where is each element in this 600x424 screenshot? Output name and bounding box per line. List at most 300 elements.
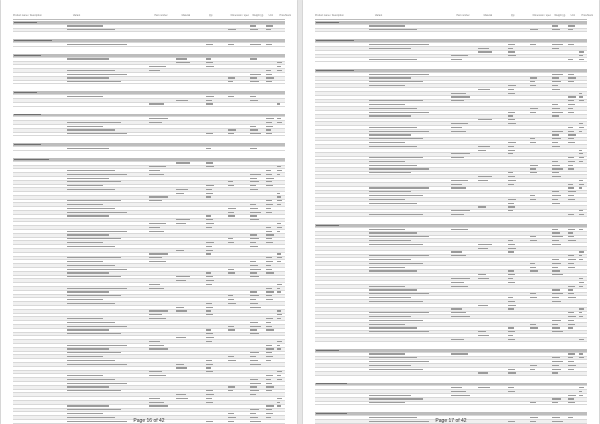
table-cell	[552, 77, 560, 78]
table-cell	[277, 196, 281, 197]
table-cell	[67, 200, 121, 201]
table-cell	[508, 150, 515, 151]
table-cell	[176, 189, 188, 190]
table-cell	[568, 161, 575, 162]
table-cell	[14, 22, 37, 23]
table-cell	[508, 387, 514, 388]
table-cell	[250, 58, 258, 59]
table-cell	[250, 185, 257, 186]
table-cell	[67, 126, 103, 127]
table-cell	[228, 212, 234, 213]
table-cell	[508, 210, 513, 211]
table-cell	[67, 322, 115, 323]
page-number: Page 16 of 42	[133, 418, 165, 424]
table-cell	[277, 253, 281, 254]
table-cell	[508, 184, 514, 185]
table-cell	[206, 242, 214, 243]
section-spacer	[13, 47, 285, 54]
table-cell	[552, 331, 563, 332]
table-cell	[568, 361, 575, 362]
table-cell	[508, 199, 516, 200]
table-cell	[568, 96, 576, 97]
table-cell	[568, 263, 574, 264]
table-cell	[369, 146, 417, 147]
table-cell	[67, 295, 121, 296]
table-cell	[508, 327, 514, 328]
table-cell	[568, 187, 575, 188]
table-cell	[530, 270, 538, 271]
table-cell	[149, 348, 168, 349]
table-cell	[266, 348, 274, 349]
table-cell	[67, 261, 103, 262]
table-cell	[508, 119, 515, 120]
table-cell	[67, 70, 115, 71]
column-header: Price	[279, 14, 285, 17]
table-cell	[552, 44, 563, 45]
table-cell	[228, 269, 234, 270]
table-cell	[478, 278, 489, 279]
table-cell	[579, 395, 583, 396]
table-cell	[266, 77, 274, 78]
table-cell	[277, 371, 282, 372]
table-cell	[530, 29, 538, 30]
table-cell	[530, 81, 535, 82]
section-spacer	[13, 84, 285, 91]
table-cell	[530, 267, 537, 268]
table-cell	[579, 316, 583, 317]
table-cell	[530, 85, 537, 86]
table-cell	[228, 360, 236, 361]
table-cell	[369, 398, 423, 399]
column-header: Product name / Description	[315, 14, 344, 17]
table-cell	[552, 172, 560, 173]
table-cell	[568, 369, 574, 370]
table-cell	[579, 161, 583, 162]
table-cell	[552, 369, 562, 370]
table-cell	[508, 112, 515, 113]
table-cell	[149, 402, 164, 403]
table-cell	[369, 25, 405, 26]
table-cell	[206, 215, 211, 216]
table-cell	[266, 375, 273, 376]
table-cell	[579, 157, 584, 158]
table-cell	[552, 365, 560, 366]
page-number: Page 17 of 42	[435, 418, 467, 424]
table-cell	[552, 229, 559, 230]
table-cell	[530, 199, 537, 200]
table-cell	[266, 272, 274, 273]
table-cell	[277, 402, 280, 403]
table-cell	[206, 148, 211, 149]
table-cell	[568, 229, 575, 230]
table-cell	[206, 307, 213, 308]
section-spacer	[13, 32, 285, 39]
table-cell	[369, 59, 417, 60]
table-cell	[67, 303, 115, 304]
table-cell	[266, 295, 272, 296]
table-cell	[316, 350, 339, 351]
table-cell	[568, 289, 573, 290]
table-cell	[530, 402, 537, 403]
table-cell	[369, 214, 423, 215]
table-cell	[369, 81, 423, 82]
table-cell	[508, 369, 515, 370]
table-cell	[277, 70, 282, 71]
table-cell	[478, 146, 490, 147]
table-cell	[369, 263, 423, 264]
table-cell	[206, 367, 211, 368]
table-cell	[508, 176, 515, 177]
table-cell	[369, 108, 417, 109]
table-cell	[176, 250, 184, 251]
table-cell	[552, 161, 559, 162]
table-cell	[579, 357, 584, 358]
table-cell	[508, 146, 514, 147]
table-cell	[530, 195, 535, 196]
column-header: Part number	[154, 14, 168, 17]
table-cell	[568, 29, 573, 30]
table-cell	[67, 329, 109, 330]
table-cell	[67, 409, 121, 410]
table-cell	[228, 181, 233, 182]
table-cell	[579, 308, 584, 309]
table-cell	[266, 126, 273, 127]
table-cell	[206, 303, 212, 304]
table-cell	[451, 96, 470, 97]
table-cell	[149, 223, 166, 224]
table-cell	[369, 172, 411, 173]
table-cell	[206, 329, 211, 330]
table-cell	[250, 269, 261, 270]
table-cell	[206, 133, 213, 134]
table-cell	[369, 29, 417, 30]
table-cell	[369, 134, 411, 135]
table-cell	[552, 108, 561, 109]
table-cell	[568, 232, 573, 233]
table-cell	[176, 276, 190, 277]
table-cell	[206, 96, 214, 97]
table-cell	[568, 297, 576, 298]
section-spacer	[315, 62, 587, 69]
table-cell	[369, 138, 423, 139]
table-cell	[579, 55, 583, 56]
table-cell	[149, 66, 166, 67]
table-cell	[369, 74, 429, 75]
table-cell	[176, 223, 186, 224]
table-cell	[568, 240, 576, 241]
table-cell	[176, 398, 188, 399]
table-cell	[67, 178, 109, 179]
table-cell	[478, 372, 488, 373]
table-cell	[451, 286, 468, 287]
table-cell	[552, 203, 561, 204]
table-cell	[206, 341, 212, 342]
table-cell	[266, 133, 273, 134]
column-header: Part number	[456, 14, 470, 17]
table-cell	[176, 219, 190, 220]
table-cell	[568, 100, 574, 101]
table-cell	[149, 310, 168, 311]
column-header: Dimension / spec	[532, 14, 551, 17]
table-cell	[369, 165, 417, 166]
table-cell	[266, 44, 273, 45]
table-cell	[67, 272, 109, 273]
table-cell	[451, 157, 464, 158]
table-cell	[149, 227, 160, 228]
table-cell	[552, 270, 561, 271]
table-cell	[369, 48, 411, 49]
table-cell	[228, 81, 233, 82]
table-cell	[277, 257, 282, 258]
table-cell	[250, 129, 259, 130]
table-cell	[206, 223, 214, 224]
table-cell	[478, 180, 488, 181]
table-cell	[277, 318, 281, 319]
table-cell	[552, 372, 559, 373]
table-cell	[266, 208, 271, 209]
table-cell	[176, 280, 186, 281]
table-cell	[579, 339, 584, 340]
table-cell	[478, 48, 489, 49]
table-cell	[579, 278, 583, 279]
table-cell	[277, 284, 282, 285]
table-cell	[508, 123, 516, 124]
table-cell	[530, 142, 537, 143]
table-cell	[369, 369, 423, 370]
table-cell	[277, 314, 282, 315]
table-cell	[451, 251, 462, 252]
table-cell	[568, 104, 575, 105]
table-cell	[568, 157, 574, 158]
table-cell	[277, 288, 280, 289]
table-cell	[478, 51, 492, 52]
table-cell	[176, 337, 186, 338]
table-cell	[228, 44, 234, 45]
table-cell	[250, 322, 259, 323]
table-cell	[369, 115, 411, 116]
table-cell	[579, 131, 582, 132]
table-cell	[266, 178, 274, 179]
table-cell	[266, 234, 274, 235]
table-cell	[369, 85, 405, 86]
column-header: Stock	[285, 14, 291, 17]
table-cell	[67, 291, 109, 292]
table-cell	[67, 148, 109, 149]
table-cell	[316, 413, 346, 414]
table-cell	[552, 259, 560, 260]
table-cell	[369, 187, 429, 188]
table-cell	[552, 142, 559, 143]
table-cell	[266, 29, 271, 30]
table-cell	[568, 236, 575, 237]
table-cell	[530, 324, 537, 325]
table-cell	[552, 324, 559, 325]
table-cell	[552, 301, 562, 302]
column-header: Qty	[208, 14, 213, 17]
table-cell	[67, 44, 127, 45]
table-cell	[266, 386, 274, 387]
section-spacer	[315, 405, 587, 412]
table-cell	[228, 299, 235, 300]
table-cell	[451, 123, 468, 124]
table-cell	[250, 390, 260, 391]
table-cell	[451, 339, 464, 340]
table-cell	[250, 272, 258, 273]
table-cell	[568, 353, 575, 354]
table-cell	[250, 356, 257, 357]
table-cell	[67, 29, 115, 30]
table-cell	[277, 122, 282, 123]
table-cell	[206, 246, 212, 247]
section-spacer	[315, 376, 587, 383]
table-cell	[568, 168, 575, 169]
table-cell	[149, 231, 164, 232]
table-cell	[369, 301, 423, 302]
table-cell	[149, 405, 168, 406]
table-cell	[568, 312, 575, 313]
table-cell	[579, 214, 584, 215]
table-cell	[228, 238, 233, 239]
table-cell	[508, 180, 516, 181]
table-cell	[206, 394, 214, 395]
table-cell	[149, 170, 160, 171]
table-cell	[369, 244, 423, 245]
table-cell	[266, 122, 272, 123]
table-cell	[228, 413, 235, 414]
table-cell	[250, 413, 257, 414]
table-cell	[568, 293, 575, 294]
table-cell	[206, 196, 211, 197]
table-cell	[14, 92, 37, 93]
table-cell	[369, 255, 429, 256]
column-header: Material	[181, 14, 191, 17]
table-cell	[508, 153, 513, 154]
table-cell	[552, 232, 561, 233]
table-cell	[206, 337, 214, 338]
table-cell	[568, 138, 574, 139]
table-cell	[552, 104, 559, 105]
table-cell	[206, 166, 214, 167]
table-cell	[266, 261, 273, 262]
table-cell	[228, 390, 233, 391]
table-cell	[369, 270, 417, 271]
table-cell	[552, 361, 563, 362]
table-cell	[508, 89, 514, 90]
table-cell	[67, 25, 103, 26]
table-cell	[369, 240, 411, 241]
table-cell	[266, 379, 271, 380]
table-cell	[579, 184, 584, 185]
table-cell	[552, 289, 561, 290]
table-cell	[552, 89, 561, 90]
table-cell	[228, 133, 234, 134]
table-cell	[508, 248, 516, 249]
table-cell	[579, 210, 583, 211]
table-cell	[266, 170, 271, 171]
table-cell	[451, 391, 466, 392]
table-cell	[67, 383, 127, 384]
table-cell	[508, 339, 515, 340]
table-cell	[67, 242, 103, 243]
table-cell	[478, 248, 488, 249]
table-cell	[568, 365, 576, 366]
table-cell	[369, 402, 405, 403]
table-cell	[277, 379, 282, 380]
table-cell	[369, 112, 429, 113]
table-cell	[250, 148, 258, 149]
table-cell	[530, 293, 536, 294]
table-cell	[478, 305, 488, 306]
table-cell	[552, 398, 562, 399]
table-cell	[579, 387, 584, 388]
table-cell	[67, 356, 103, 357]
section-spacer	[13, 107, 285, 114]
table-cell	[14, 55, 41, 56]
table-cell	[206, 280, 214, 281]
table-cell	[250, 291, 258, 292]
table-cell	[552, 402, 559, 403]
table-cell	[568, 402, 575, 403]
table-cell	[451, 210, 470, 211]
table-cell	[552, 176, 562, 177]
table-cell	[176, 193, 184, 194]
table-cell	[552, 240, 560, 241]
table-cell	[552, 320, 562, 321]
table-cell	[369, 320, 423, 321]
table-cell	[568, 259, 576, 260]
table-cell	[568, 81, 574, 82]
table-cell	[266, 326, 273, 327]
table-cell	[67, 246, 115, 247]
table-cell	[250, 238, 260, 239]
table-cell	[67, 77, 109, 78]
table-cell	[568, 165, 573, 166]
table-cell	[250, 299, 257, 300]
table-cell	[277, 405, 281, 406]
table-cell	[316, 383, 346, 384]
table-cell	[530, 108, 538, 109]
table-cell	[451, 55, 468, 56]
table-cell	[266, 329, 274, 330]
table-cell	[206, 314, 213, 315]
table-cell	[451, 184, 462, 185]
table-cell	[277, 170, 282, 171]
table-cell	[149, 288, 164, 289]
table-cell	[530, 138, 535, 139]
table-cell	[250, 178, 258, 179]
table-cell	[149, 103, 164, 104]
table-cell	[149, 375, 166, 376]
table-cell	[67, 208, 115, 209]
table-cell	[266, 345, 273, 346]
table-cell	[206, 58, 211, 59]
table-cell	[149, 70, 160, 71]
table-cell	[228, 303, 236, 304]
table-cell	[508, 274, 515, 275]
table-cell	[250, 126, 257, 127]
table-cell	[277, 341, 282, 342]
section-spacer	[315, 217, 587, 224]
table-cell	[478, 244, 492, 245]
table-cell	[176, 394, 186, 395]
table-cell	[369, 131, 429, 132]
table-cell	[568, 199, 575, 200]
table-cell	[478, 274, 486, 275]
table-cell	[266, 288, 273, 289]
table-cell	[206, 364, 213, 365]
table-cell	[552, 293, 563, 294]
table-cell	[369, 127, 417, 128]
